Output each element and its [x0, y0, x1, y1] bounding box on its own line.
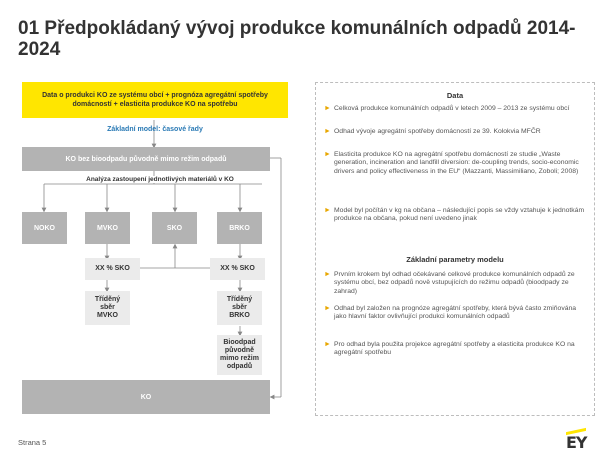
info-panel — [315, 82, 595, 416]
param-bullet: ► Prvním krokem byl odhad očekávané celkové produkce komunálních odpadů ze systému obcí, bez odpadů nově vstupujících do režimu odpadů (bioodpady ze zahrad) — [324, 271, 575, 295]
data-bullet: ► Model byl počítán v kg na občana – následující popis se vždy vztahuje k jednotkám produkce na občana, pokud není uvedeno jinak — [324, 207, 585, 223]
bullet-marker-icon: ► — [324, 105, 331, 112]
page-title: 01 Předpokládaný vývoj produkce komunálních odpadů 2014-2024 — [18, 18, 576, 60]
trideny-sber-mvko-box: Tříděný sběr MVKO — [85, 291, 130, 325]
params-section-title: Základní parametry modelu — [406, 255, 504, 264]
bullet-marker-icon: ► — [324, 271, 331, 278]
category-noko: NOKO — [22, 212, 67, 244]
trideny-sber-brko-box: Tříděný sběr BRKO — [217, 291, 262, 325]
bullet-marker-icon: ► — [324, 305, 331, 312]
xx-sko-left-box: XX % SKO — [85, 258, 140, 280]
bullet-marker-icon: ► — [324, 151, 331, 158]
source-data-box: Data o produkci KO ze systému obcí + prognóza agregátní spotřeby domácností + elasticita produkce KO na spotřebu — [22, 82, 288, 118]
bioodpad-box: Bioodpad původně mimo režim odpadů — [217, 335, 262, 375]
data-bullet: ► Elasticita produkce KO na agregátní spotřebu domácností ze studie „Waste generation, incineration and landfill diversion: de-coupling trends, socio-economic drivers and policy effectiveness in the EU“ (Mazzanti, Massimiliano, Zoboli; 2008) — [324, 151, 579, 175]
bullet-marker-icon: ► — [324, 128, 331, 135]
category-brko: BRKO — [217, 212, 262, 244]
bullet-marker-icon: ► — [324, 207, 331, 214]
category-sko: SKO — [152, 212, 197, 244]
ko-bez-bioodpadu-box: KO bez bioodpadu původně mimo režim odpadů — [22, 147, 270, 171]
page-number: Strana 5 — [18, 438, 47, 447]
ko-box: KO — [22, 380, 270, 414]
data-section-title: Data — [446, 91, 464, 100]
analysis-label: Analýza zastoupení jednotlivých materiálů v KO — [60, 176, 260, 183]
category-mvko: MVKO — [85, 212, 130, 244]
xx-sko-right-box: XX % SKO — [210, 258, 265, 280]
data-bullet: ► Odhad vývoje agregátní spotřeby domácností ze 39. Kolokvia MFČR — [324, 128, 541, 135]
param-bullet: ► Pro odhad byla použita projekce agregátní spotřeby a elasticita produkce KO na agregátní spotřebu — [324, 341, 575, 357]
data-bullet: ► Celková produkce komunálních odpadů v letech 2009 – 2013 ze systému obcí — [324, 105, 570, 112]
bullet-marker-icon: ► — [324, 341, 331, 348]
model-label: Základní model: časové řady — [107, 126, 203, 133]
ey-logo: EY — [566, 433, 587, 452]
param-bullet: ► Odhad byl založen na prognóze agregátní spotřeby, která bývá často zmiňována jako hlavní faktor ovlivňující produkci komunálních odpadů — [324, 305, 577, 321]
